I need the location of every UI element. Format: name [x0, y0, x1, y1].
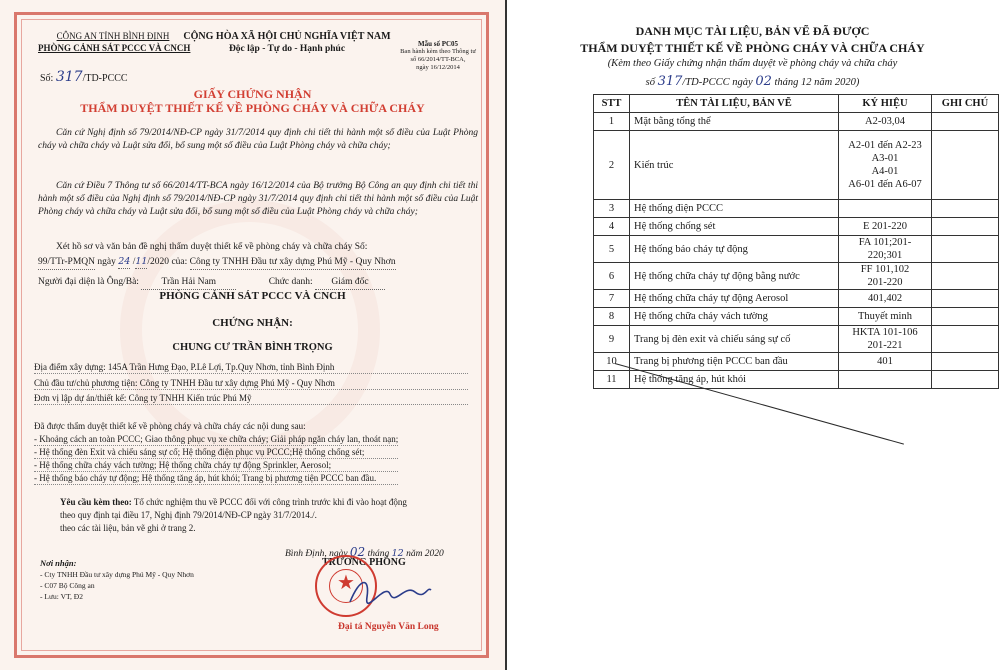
signature: [345, 572, 435, 612]
recipient-item: - Cty TNHH Đầu tư xây dựng Phú Mỹ - Quy Nhơn: [40, 570, 194, 579]
row-code: A2-03,04: [839, 113, 932, 131]
col-name: TÊN TÀI LIỆU, BẢN VẼ: [630, 95, 839, 113]
require-text-2: theo quy định tại điều 17, Nghị định 79/2014/NĐ-CP ngày 31/7/2014./.: [60, 510, 317, 520]
location-label: Địa điểm xây dựng:: [34, 362, 106, 372]
row-name: Kiến trúc: [630, 131, 839, 200]
legal-basis-1: Căn cứ Nghị định số 79/2014/NĐ-CP ngày 31/7/2014 quy định chi tiết thi hành một số điều của Luật Phòng cháy và chữa cháy và Luật sửa đổi, bổ sung một số điều của Luật Phòng cháy và chữa cháy;: [38, 128, 478, 151]
row-stt: 2: [594, 131, 630, 200]
recipients: [40, 558, 194, 602]
signer-title: TRƯỞNG PHÒNG: [322, 557, 406, 568]
agency-line2: PHÒNG CẢNH SÁT PCCC VÀ CNCH: [38, 43, 191, 53]
row-stt: 6: [594, 263, 630, 290]
row-stt: 9: [594, 326, 630, 353]
row-code: HKTA 101-106 201-221: [839, 326, 932, 353]
row-name: Hệ thống chữa cháy tự động Aerosol: [630, 290, 839, 308]
row-code: E 201-220: [839, 218, 932, 236]
row-name: Hệ thống chữa cháy vách tường: [630, 308, 839, 326]
row-stt: 3: [594, 200, 630, 218]
certificate-number: [40, 71, 128, 85]
table-header-row: [594, 95, 999, 113]
table-row: [594, 353, 999, 371]
row-stt: 7: [594, 290, 630, 308]
content-intro: Đã được thẩm duyệt thiết kế về phòng cháy và chữa cháy các nội dung sau:: [34, 421, 306, 431]
request-company: Công ty TNHH Đầu tư xây dựng Phú Mỹ - Quy Nhơn: [190, 256, 396, 270]
agency-header: [38, 30, 191, 54]
request-line: 99/TTr-PMQN ngày 24 /11/2020 của: Công ty TNHH Đầu tư xây dựng Phú Mỹ - Quy Nhơn: [38, 255, 396, 270]
sub-number: 317: [657, 74, 683, 89]
row-note: [932, 131, 999, 200]
position-label: Chức danh:: [268, 277, 313, 287]
row-note: [932, 263, 999, 290]
representative-line: [38, 276, 385, 290]
investor-label: Chủ đầu tư/chủ phương tiện:: [34, 378, 138, 388]
content-item: - Hệ thống đèn Exit và chiếu sáng sự cố; Hệ thống điện phục vụ PCCC;Hệ thống chống sét;: [34, 446, 398, 459]
row-stt: 11: [594, 371, 630, 389]
table-row: [594, 290, 999, 308]
page-divider: [505, 0, 507, 670]
row-name: Hệ thống báo cháy tự động: [630, 236, 839, 263]
sub-day: 02: [755, 74, 772, 89]
list-subtitle-2: [505, 74, 1000, 89]
row-stt: 8: [594, 308, 630, 326]
row-name: Mặt bằng tổng thể: [630, 113, 839, 131]
request-of: của:: [171, 257, 188, 267]
sub-end: tháng 12 năm 2020): [774, 77, 860, 88]
date-day-label: , ngày: [324, 549, 348, 559]
col-note: GHI CHÚ: [932, 95, 999, 113]
certificate-subtitle: THẨM DUYỆT THIẾT KẾ VỀ PHÒNG CHÁY VÀ CHỮA CHÁY: [80, 101, 425, 115]
document-table: [593, 94, 999, 389]
list-subtitle: (Kèm theo Giấy chứng nhận thẩm duyệt về phòng cháy và chữa cháy: [607, 58, 898, 69]
form-code-label: Mẫu số PC05: [417, 40, 459, 48]
row-note: [932, 290, 999, 308]
request-day: 24: [118, 256, 131, 267]
nation-line2: Độc lập - Tự do - Hạnh phúc: [228, 44, 346, 54]
content-item: - Hệ thống báo cháy tự động; Hệ thống tăng áp, hút khói; Trang bị phương tiện PCCC ban đầu.: [34, 472, 398, 485]
row-code: 401,402: [839, 290, 932, 308]
date-day: 02: [349, 545, 366, 559]
row-code: A2-01 đến A2-23 A3-01 A4-01 A6-01 đến A6-07: [839, 131, 932, 200]
row-name: Trang bị phương tiện PCCC ban đầu: [630, 353, 839, 371]
sub-mid: /TD-PCCC ngày: [682, 77, 753, 88]
row-stt: 10: [594, 353, 630, 371]
approved-content: [34, 420, 398, 485]
row-note: [932, 353, 999, 371]
row-stt: 4: [594, 218, 630, 236]
row-note: [932, 236, 999, 263]
row-note: [932, 326, 999, 353]
request-month: 11: [135, 256, 148, 267]
col-code: KÝ HIỆU: [839, 95, 932, 113]
table-row: [594, 200, 999, 218]
row-name: Trang bị đèn exit và chiếu sáng sự cố: [630, 326, 839, 353]
row-code: FF 101,102 201-220: [839, 263, 932, 290]
recipient-item: - C07 Bộ Công an: [40, 581, 95, 590]
table-row: [594, 131, 999, 200]
row-code: Thuyết minh: [839, 308, 932, 326]
row-note: [932, 113, 999, 131]
date-month-label: tháng: [367, 549, 390, 559]
location-row: [34, 361, 468, 374]
requirements: [60, 496, 407, 535]
row-code: 401: [839, 353, 932, 371]
signer-name: Đại tá Nguyễn Văn Long: [338, 622, 439, 632]
designer-label: Đơn vị lập dự án/thiết kế:: [34, 393, 127, 403]
row-name: Hệ thống chống sét: [630, 218, 839, 236]
row-note: [932, 308, 999, 326]
row-stt: 1: [594, 113, 630, 131]
list-title: DANH MỤC TÀI LIỆU, BẢN VẼ ĐÃ ĐƯỢC: [635, 24, 870, 38]
project-name: CHUNG CƯ TRẦN BÌNH TRỌNG: [172, 342, 333, 353]
number-prefix: Số:: [40, 73, 54, 84]
agency-line1: CÔNG AN TỈNH BÌNH ĐỊNH: [56, 31, 170, 41]
content-item: - Khoảng cách an toàn PCCC; Giao thông phục vụ xe chữa cháy; Giải pháp ngăn cháy lan, thoát nạn;: [34, 433, 399, 444]
table-row: [594, 113, 999, 131]
row-note: [932, 371, 999, 389]
request-year: /2020: [147, 257, 170, 267]
rep-name: Trần Hải Nam: [141, 276, 236, 290]
designer-row: [34, 392, 468, 405]
rep-label: Người đại diện là Ông/Bà:: [38, 277, 139, 287]
investor-value: Công ty TNHH Đầu tư xây dựng Phú Mỹ - Quy Nhơn: [139, 378, 335, 388]
form-code: [392, 40, 484, 72]
form-note-1: Ban hành kèm theo Thông tư: [400, 48, 476, 55]
recipient-item: - Lưu: VT, Đ2: [40, 592, 83, 601]
row-name: Hệ thống điện PCCC: [630, 200, 839, 218]
col-stt: STT: [594, 95, 630, 113]
table-row: [594, 236, 999, 263]
investor-row: [34, 377, 468, 390]
location-value: 145A Trần Hưng Đạo, P.Lê Lợi, Tp.Quy Nhơn, tỉnh Bình Định: [107, 362, 335, 372]
table-row: [594, 308, 999, 326]
row-stt: 5: [594, 236, 630, 263]
seal-star-icon: ★: [337, 572, 355, 594]
legal-basis-2: Căn cứ Điều 7 Thông tư số 66/2014/TT-BCA ngày 16/12/2014 của Bộ trưởng Bộ Công an quy định chi tiết thi hành một số điều của Nghị định số 79/2014/NĐ-CP ngày 31/7/2014 quy định chi tiết thi hành một số điều của Luật Phòng cháy và chữa cháy và Luật sửa đổi, bổ sung một số điều của Luật Phòng cháy và chữa cháy;: [38, 181, 478, 217]
issuer-name: PHÒNG CẢNH SÁT PCCC VÀ CNCH: [159, 290, 346, 302]
row-note: [932, 218, 999, 236]
request-number: 99/TTr-PMQN: [38, 256, 95, 270]
recipients-label: Nơi nhận:: [40, 558, 77, 568]
form-note-2: số 66/2014/TT-BCA,: [410, 56, 466, 63]
require-text-1: Tổ chức nghiệm thu về PCCC đối với công trình trước khi đi vào hoạt động: [133, 497, 407, 507]
certificate-title: GIẤY CHỨNG NHẬN: [193, 87, 312, 101]
row-name: Hệ thống tăng áp, hút khói: [630, 371, 839, 389]
table-row: [594, 218, 999, 236]
number-suffix: /TD-PCCC: [82, 73, 128, 84]
request-day-label: ngày: [97, 257, 116, 267]
table-row: [594, 263, 999, 290]
nation-line1: CỘNG HÒA XÃ HỘI CHỦ NGHĨA VIỆT NAM: [183, 31, 391, 42]
row-code: FA 101;201- 220;301: [839, 236, 932, 263]
position-value: Giám đốc: [315, 276, 385, 290]
document-list-page: [505, 0, 1000, 670]
require-label: Yêu cầu kèm theo:: [60, 497, 132, 507]
row-code: [839, 200, 932, 218]
require-text-3: theo các tài liệu, bản vẽ ghi ở trang 2.: [60, 523, 196, 533]
date-year-label: năm 2020: [406, 549, 444, 559]
designer-value: Công ty TNHH Kiến trúc Phú Mỹ: [128, 393, 252, 403]
date-month: 12: [391, 548, 404, 559]
date-place: Bình Định: [285, 549, 325, 559]
number-value: 317: [55, 69, 83, 85]
nation-header: [182, 30, 392, 56]
certifies-heading: CHỨNG NHẬN:: [212, 317, 293, 329]
row-code: [839, 371, 932, 389]
row-name: Hệ thống chữa cháy tự động bằng nước: [630, 263, 839, 290]
form-note-3: ngày 16/12/2014: [416, 64, 460, 71]
list-title-2: THẨM DUYỆT THIẾT KẾ VỀ PHÒNG CHÁY VÀ CHỮA CHÁY: [580, 41, 925, 55]
table-row: [594, 326, 999, 353]
consider-line: Xét hồ sơ và văn bản đề nghị thẩm duyệt thiết kế về phòng cháy và chữa cháy Số:: [56, 242, 368, 252]
content-item: - Hệ thống chữa cháy vách tường; Hệ thống chữa cháy tự động Sprinkler, Aerosol;: [34, 459, 398, 472]
row-note: [932, 200, 999, 218]
sub-so: số: [645, 77, 655, 88]
